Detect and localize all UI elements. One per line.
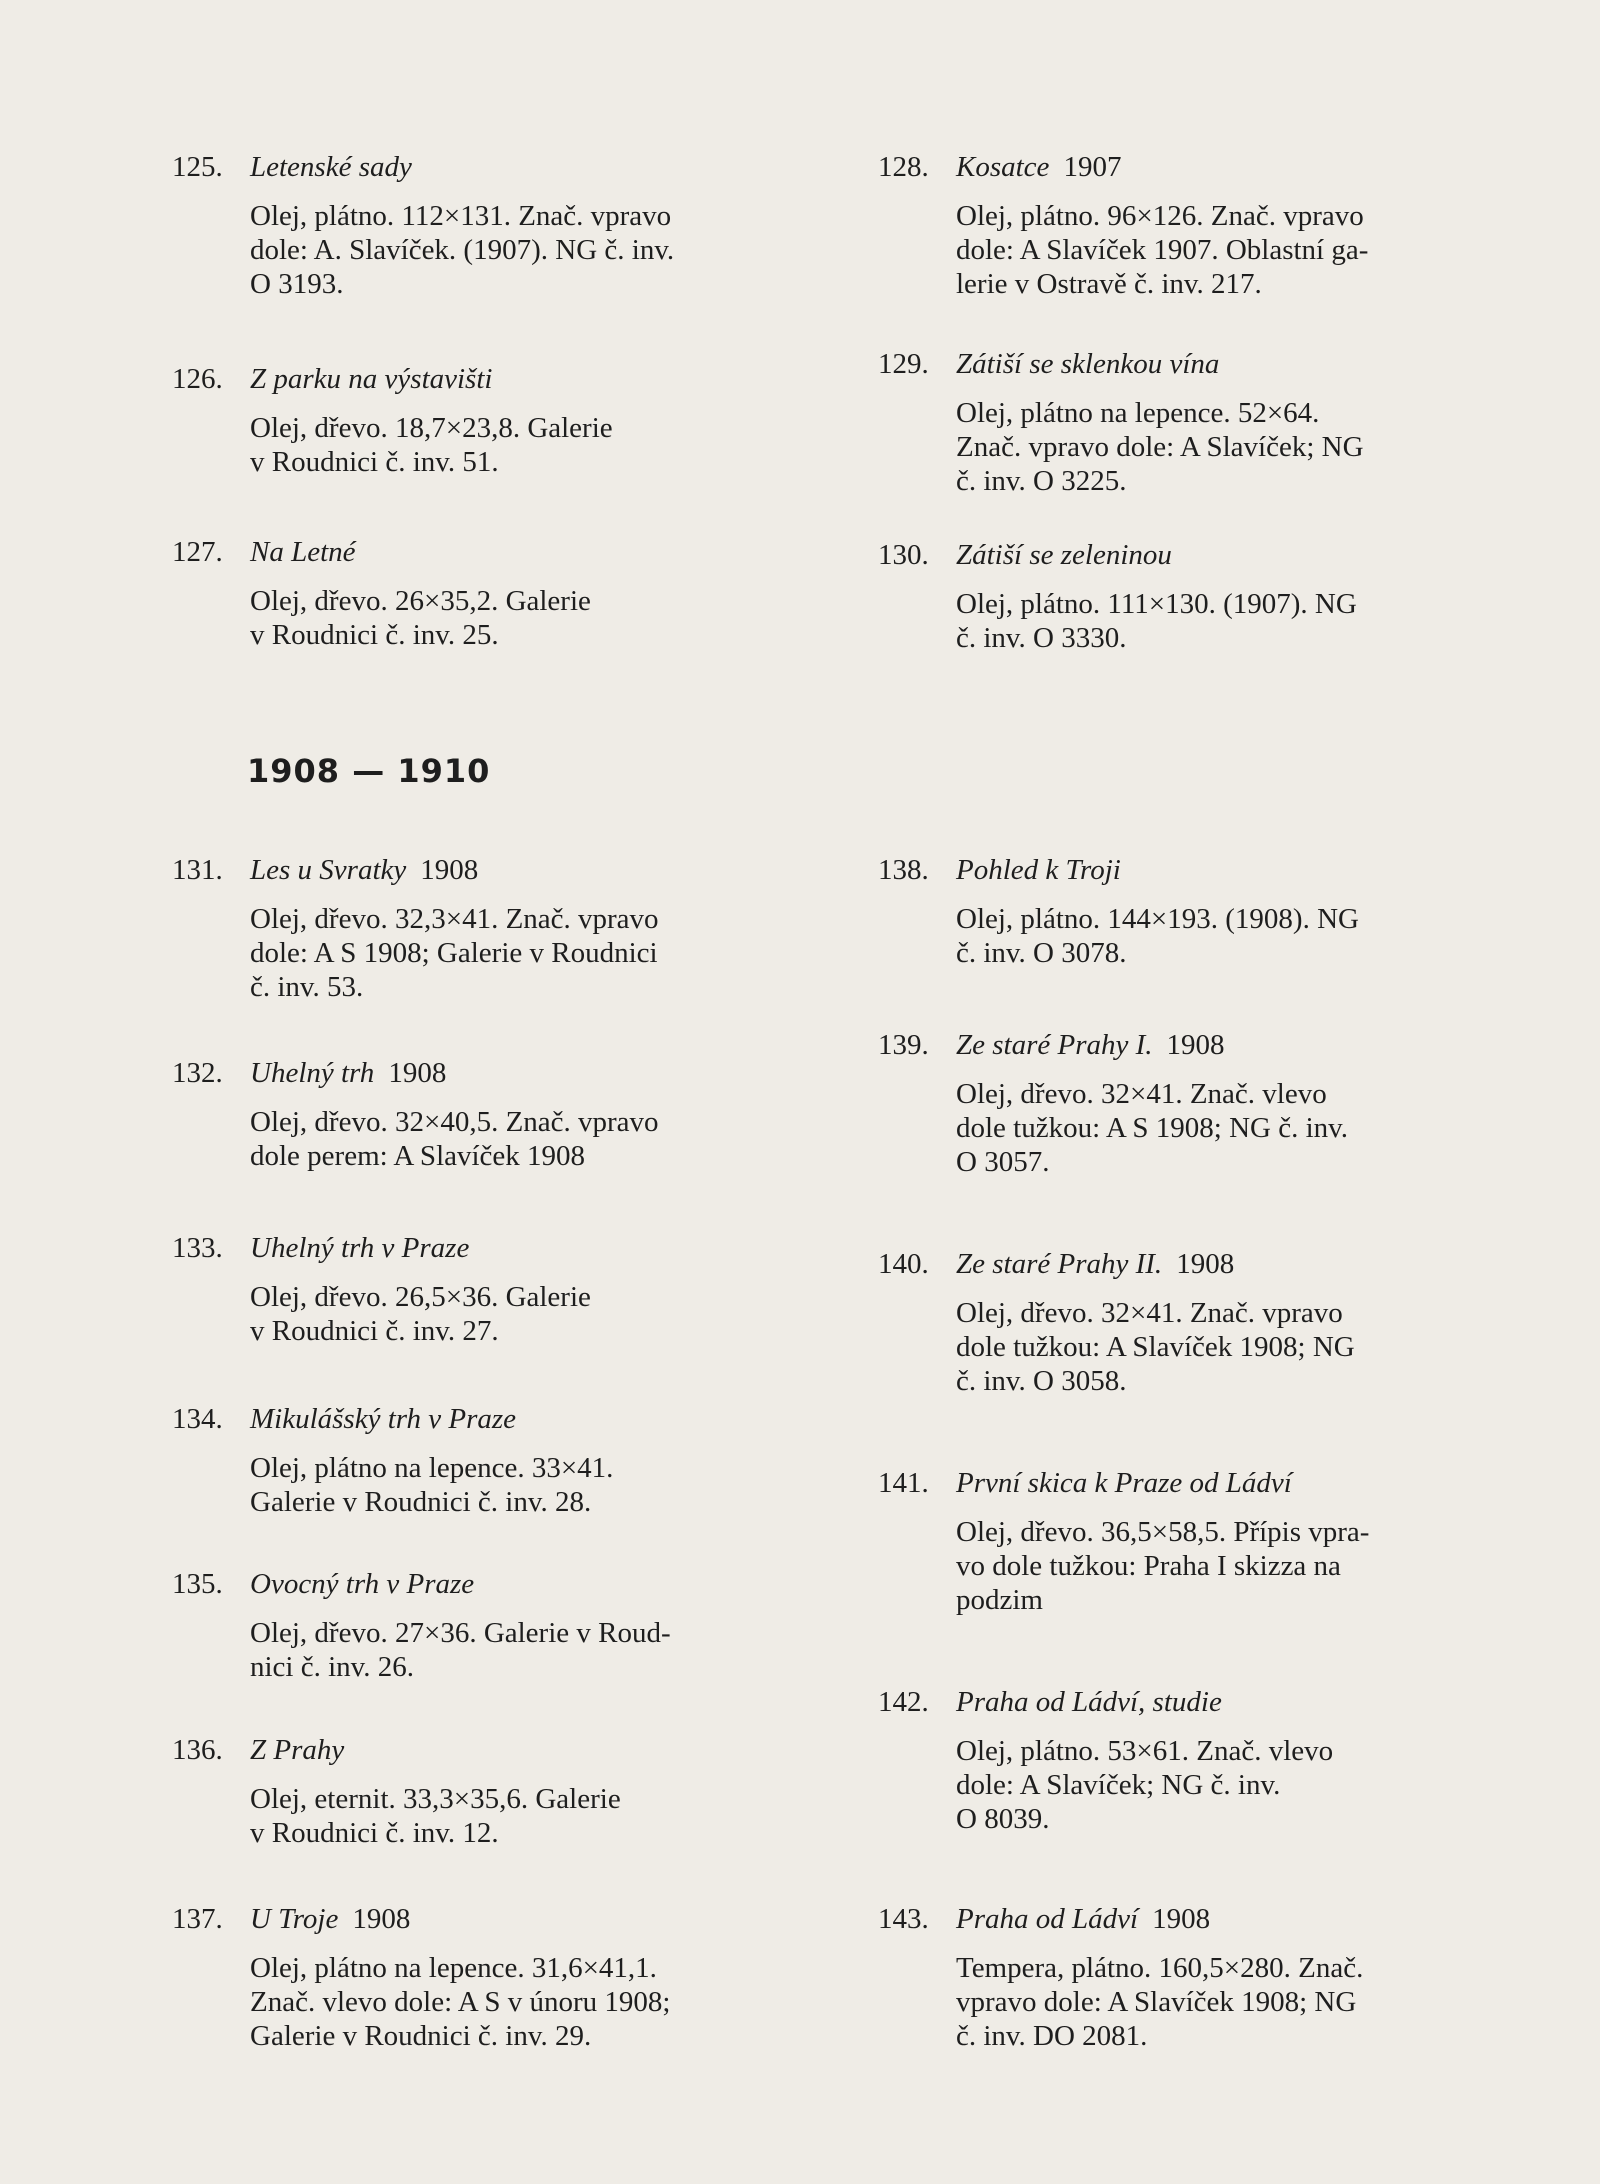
entry-number: 140. <box>878 1248 929 1280</box>
entry-title: První skica k Praze od Ládví <box>956 1467 1292 1499</box>
catalogue-entry <box>172 853 812 1004</box>
entry-title: Z parku na výstavišti <box>250 363 493 395</box>
entry-description: Olej, plátno. 111×130. (1907). NG č. inv. O 3330. <box>956 588 1357 654</box>
entry-year: 1908 <box>1176 1248 1235 1280</box>
entry-number: 142. <box>878 1686 929 1718</box>
entry-year: 1908 <box>1166 1029 1225 1061</box>
entry-description: Olej, plátno na lepence. 33×41. Galerie v Roudnici č. inv. 28. <box>250 1452 614 1518</box>
entry-year: 1908 <box>352 1903 411 1935</box>
entry-heading <box>878 1028 1518 1062</box>
entry-title: Na Letné <box>250 536 356 568</box>
entry-number: 130. <box>878 539 929 571</box>
catalogue-entry <box>878 1247 1518 1398</box>
catalogue-entry <box>172 1402 812 1519</box>
entry-description: Olej, plátno. 112×131. Znač. vpravo dole: A. Slavíček. (1907). NG č. inv. O 3193. <box>250 200 675 300</box>
entry-heading <box>172 1567 812 1601</box>
catalogue-entry <box>172 362 812 479</box>
entry-heading <box>878 1466 1518 1500</box>
entry-title: Ze staré Prahy I. <box>956 1029 1153 1061</box>
entry-title: Uhelný trh <box>250 1057 375 1089</box>
entry-description: Olej, plátno. 144×193. (1908). NG č. inv. O 3078. <box>956 903 1359 969</box>
entry-heading <box>172 362 812 396</box>
catalogue-entry <box>172 1902 812 2053</box>
entry-title: Zátiší se zeleninou <box>956 539 1172 571</box>
entry-heading <box>172 1733 812 1767</box>
entry-title: Ovocný trh v Praze <box>250 1568 475 1600</box>
entry-heading <box>878 1685 1518 1719</box>
entry-heading <box>172 1902 812 1936</box>
entry-year: 1907 <box>1063 151 1122 183</box>
entry-description: Olej, plátno na lepence. 31,6×41,1. Znač. vlevo dole: A S v únoru 1908; Galerie v Roudnici č. inv. 29. <box>250 1952 671 2052</box>
entry-description: Olej, dřevo. 26×35,2. Galerie v Roudnici č. inv. 25. <box>250 585 591 651</box>
catalogue-entry <box>172 1056 812 1173</box>
entry-number: 138. <box>878 854 929 886</box>
entry-description: Olej, plátno. 96×126. Znač. vpravo dole: A Slavíček 1907. Oblastní ga- lerie v Ostravě č. inv. 217. <box>956 200 1369 300</box>
entry-number: 133. <box>172 1232 223 1264</box>
entry-heading <box>172 535 812 569</box>
entry-heading <box>172 1402 812 1436</box>
entry-title: Uhelný trh v Praze <box>250 1232 470 1264</box>
entry-title: Praha od Ládví, studie <box>956 1686 1222 1718</box>
catalogue-entry <box>878 150 1518 301</box>
entry-number: 134. <box>172 1403 223 1435</box>
entry-title: Ze staré Prahy II. <box>956 1248 1163 1280</box>
catalogue-entry <box>878 1685 1518 1836</box>
entry-number: 137. <box>172 1903 223 1935</box>
entry-title: Kosatce <box>956 151 1050 183</box>
entry-title: Letenské sady <box>250 151 412 183</box>
entry-title: Z Prahy <box>250 1734 345 1766</box>
entry-description: Olej, dřevo. 18,7×23,8. Galerie v Roudnici č. inv. 51. <box>250 412 613 478</box>
entry-number: 127. <box>172 536 223 568</box>
entry-description: Tempera, plátno. 160,5×280. Znač. vpravo dole: A Slavíček 1908; NG č. inv. DO 2081. <box>956 1952 1364 2052</box>
catalogue-entry <box>878 538 1518 655</box>
catalogue-entry <box>878 347 1518 498</box>
catalogue-entry <box>172 1733 812 1850</box>
entry-title: Les u Svratky <box>250 854 407 886</box>
catalogue-entry <box>878 1902 1518 2053</box>
catalogue-entry <box>878 1466 1518 1617</box>
entry-year: 1908 <box>388 1057 447 1089</box>
entry-description: Olej, dřevo. 27×36. Galerie v Roud- nici č. inv. 26. <box>250 1617 671 1683</box>
entry-description: Olej, dřevo. 36,5×58,5. Přípis vpra- vo dole tužkou: Praha I skizza na podzim <box>956 1516 1370 1616</box>
entry-heading <box>172 1056 812 1090</box>
entry-heading <box>878 347 1518 381</box>
entry-description: Olej, dřevo. 32×41. Znač. vpravo dole tužkou: A Slavíček 1908; NG č. inv. O 3058. <box>956 1297 1355 1397</box>
entry-title: U Troje <box>250 1903 339 1935</box>
entry-year: 1908 <box>1152 1903 1211 1935</box>
entry-title: Mikulášský trh v Praze <box>250 1403 517 1435</box>
catalogue-entry <box>172 535 812 652</box>
entry-heading <box>878 1247 1518 1281</box>
entry-heading <box>878 150 1518 184</box>
entry-heading <box>878 1902 1518 1936</box>
entry-heading <box>878 853 1518 887</box>
entry-number: 136. <box>172 1734 223 1766</box>
section-heading: 1908 — 1910 <box>247 752 491 790</box>
entry-title: Zátiší se sklenkou vína <box>956 348 1220 380</box>
entry-heading <box>172 853 812 887</box>
entry-title: Pohled k Troji <box>956 854 1121 886</box>
entry-number: 143. <box>878 1903 929 1935</box>
entry-number: 125. <box>172 151 223 183</box>
entry-number: 126. <box>172 363 223 395</box>
entry-number: 131. <box>172 854 223 886</box>
entry-number: 135. <box>172 1568 223 1600</box>
entry-number: 128. <box>878 151 929 183</box>
catalogue-entry <box>172 1231 812 1348</box>
entry-description: Olej, dřevo. 26,5×36. Galerie v Roudnici č. inv. 27. <box>250 1281 591 1347</box>
entry-description: Olej, plátno. 53×61. Znač. vlevo dole: A Slavíček; NG č. inv. O 8039. <box>956 1735 1334 1835</box>
catalogue-entry <box>172 1567 812 1684</box>
entry-title: Praha od Ládví <box>956 1903 1139 1935</box>
entry-heading <box>878 538 1518 572</box>
entry-description: Olej, dřevo. 32,3×41. Znač. vpravo dole: A S 1908; Galerie v Roudnici č. inv. 53. <box>250 903 659 1003</box>
entry-number: 129. <box>878 348 929 380</box>
entry-number: 141. <box>878 1467 929 1499</box>
catalogue-entry <box>878 1028 1518 1179</box>
entry-description: Olej, eternit. 33,3×35,6. Galerie v Roudnici č. inv. 12. <box>250 1783 621 1849</box>
entry-description: Olej, plátno na lepence. 52×64. Znač. vpravo dole: A Slavíček; NG č. inv. O 3225. <box>956 397 1364 497</box>
catalogue-entry <box>878 853 1518 970</box>
entry-heading <box>172 150 812 184</box>
entry-description: Olej, dřevo. 32×41. Znač. vlevo dole tužkou: A S 1908; NG č. inv. O 3057. <box>956 1078 1349 1178</box>
catalogue-entry <box>172 150 812 301</box>
entry-description: Olej, dřevo. 32×40,5. Znač. vpravo dole perem: A Slavíček 1908 <box>250 1106 659 1172</box>
entry-number: 132. <box>172 1057 223 1089</box>
entry-year: 1908 <box>420 854 479 886</box>
entry-heading <box>172 1231 812 1265</box>
entry-number: 139. <box>878 1029 929 1061</box>
